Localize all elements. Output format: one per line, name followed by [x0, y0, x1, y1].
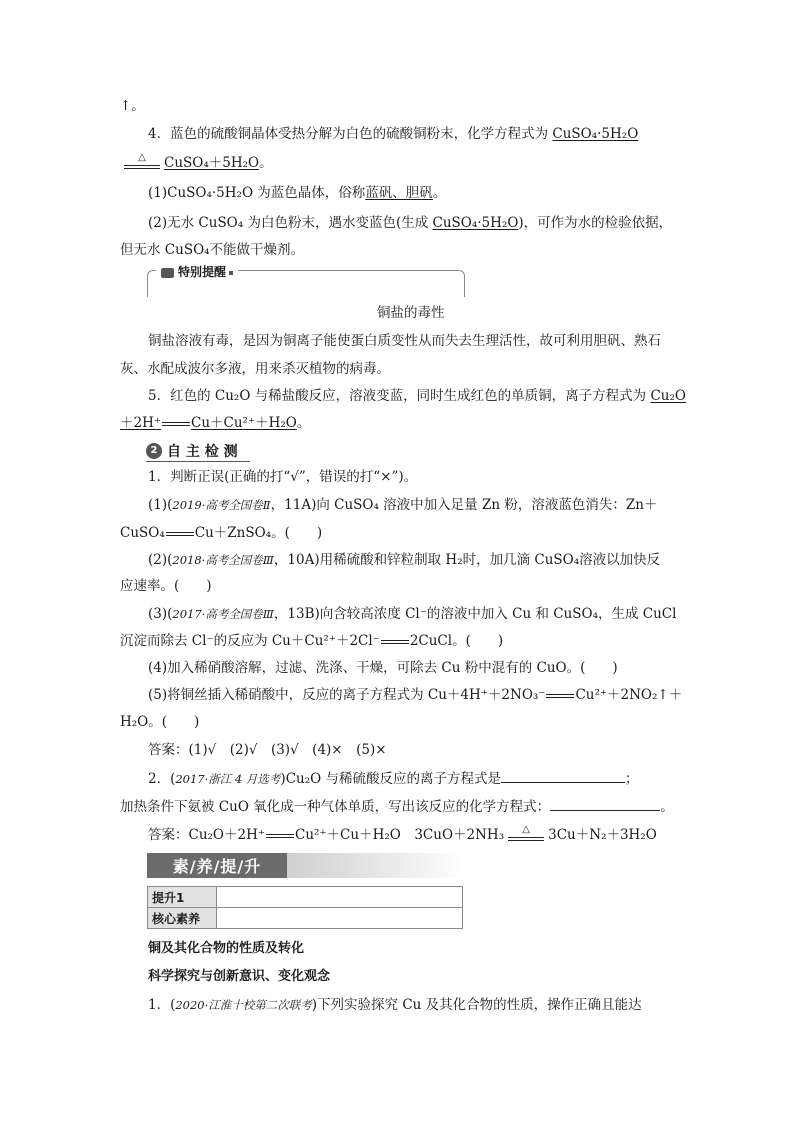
q1-a-cont [120, 523, 322, 543]
q1c-source: 2017·高考全国卷Ⅲ [172, 607, 274, 621]
equals-sign [162, 422, 190, 426]
q1b-text: ，10A)用稀硫酸和锌粒制取 H₂时，加几滴 CuSO₄溶液以加快反 [273, 552, 661, 568]
q2-line2-text: 加热条件下氨被 CuO 氧化成一种气体单质，写出该反应的化学方程式： [120, 799, 551, 815]
p1-answer: 蓝矾、胆矾 [365, 185, 433, 201]
q1a-open: (1)( [148, 497, 173, 513]
equals-sign [381, 640, 409, 644]
table-key-1: 提升1 [148, 887, 217, 908]
answer-blank-2[interactable] [550, 796, 660, 811]
item5-u1: Cu₂O [650, 388, 686, 404]
sq-source: 2020·江淮十校第二次联考 [175, 998, 312, 1012]
dot-icon [229, 271, 233, 275]
q2-answer [148, 825, 657, 845]
item4-line1 [148, 124, 638, 144]
q1a-text: ，11A)向 CuSO₄ 溶液中加入足量 Zn 粉，溶液蓝色消失：Zn＋ [270, 497, 658, 513]
q2-source: 2017·浙江 4 月选考 [175, 772, 281, 786]
section-question-1 [148, 995, 642, 1015]
banner-fade [287, 853, 463, 878]
q1-e-cont: H₂O。( ) [120, 714, 200, 730]
q1-b-cont: 应速率。( ) [120, 578, 212, 594]
q1c-cont-a: 沉淀而除去 Cl⁻的反应为 Cu＋Cu²⁺＋2Cl⁻ [120, 633, 380, 649]
q1b-source: 2018·高考全国卷Ⅲ [172, 553, 274, 567]
q1c-open: (3)( [148, 606, 173, 622]
p2-text: (2)无水 CuSO₄ 为白色粉末，遇水变蓝色(生成 [148, 215, 433, 231]
item5-end: 。 [296, 415, 311, 431]
item4-point2-cont: 但无水 CuSO₄不能做干燥剂。 [120, 242, 305, 258]
table-key-2: 核心素养 [148, 908, 217, 929]
q1e-text-b: Cu²⁺＋2NO₂↑＋ [575, 687, 683, 703]
equals-sign [546, 694, 574, 698]
section-banner-title: 素/养/提/升 [147, 853, 287, 878]
q1e-text-a: (5)将铜丝插入稀硝酸中，反应的离子方程式为 Cu＋4H⁺＋2NO₃⁻ [148, 687, 546, 703]
heating-condition-sign: △ [124, 156, 160, 172]
note-title: 铜盐的毒性 [377, 305, 445, 321]
table-row [148, 908, 463, 929]
item5-line1 [148, 386, 686, 406]
item5-line2 [120, 413, 310, 433]
q1a-cont-b: Cu＋ZnSO₄。( ) [194, 525, 323, 541]
item4-eq-left: CuSO₄·5H₂O [552, 126, 639, 142]
p2-text-b: )，可作为水的检验依据， [518, 215, 673, 231]
section-table [147, 886, 463, 929]
self-test-label: 自 主 检 测 [167, 444, 238, 460]
item5-u2a: ＋2H⁺ [120, 415, 161, 431]
note-body-2: 灰、水配成波尔多液，用来杀灭植物的病毒。 [120, 361, 390, 377]
q1a-source: 2019·高考全国卷Ⅱ [172, 498, 271, 512]
q1c-cont-b: 2CuCl。( ) [409, 633, 504, 649]
table-value-2 [217, 908, 463, 929]
p1-end: 。 [432, 185, 447, 201]
item5-u2b: Cu＋Cu²⁺＋H₂O [191, 415, 297, 431]
item4-equation-line [120, 153, 273, 173]
q2-line2-end: 。 [660, 799, 674, 815]
number-circle-icon: 2 [146, 443, 162, 459]
self-test-heading [146, 441, 238, 461]
q2-text: )Cu₂O 与稀硫酸反应的离子方程式是 [280, 771, 501, 787]
note-icon [161, 268, 174, 278]
q2-ans-a: 答案：Cu₂O＋2H⁺ [148, 827, 265, 843]
heading-underline [146, 461, 250, 462]
table-value-1 [217, 887, 463, 908]
q1-e [148, 685, 682, 705]
q1c-text: ，13B)向含较高浓度 Cl⁻的溶液中加入 Cu 和 CuSO₄，生成 CuCl [273, 606, 677, 622]
item4-eq-right: CuSO₄＋5H₂O [164, 155, 260, 171]
q1-c [148, 604, 676, 624]
equals-sign [266, 834, 294, 838]
note-body-1: 铜盐溶液有毒，是因为铜离子能使蛋白质变性从而失去生理活性，故可利用胆矾、熟石 [148, 333, 661, 349]
answer-blank-1[interactable] [501, 768, 625, 783]
item4-text: 4．蓝色的硫酸铜晶体受热分解为白色的硫酸铜粉末，化学方程式为 [148, 126, 553, 142]
item4-end: 。 [259, 155, 273, 171]
section-banner [147, 853, 463, 878]
section-topic: 铜及其化合物的性质及转化 [148, 941, 305, 956]
note-tag-label: 特别提醒 [178, 265, 227, 279]
q2-line2 [120, 796, 674, 817]
equals-sign [166, 532, 194, 536]
section-literacy: 科学探究与创新意识、变化观念 [148, 969, 331, 984]
q1-c-cont [120, 631, 503, 651]
q2-line1 [148, 768, 638, 789]
item5-text: 5．红色的 Cu₂O 与稀盐酸反应，溶液变蓝，同时生成红色的单质铜，离子方程式为 [148, 388, 651, 404]
q2-ans-b: Cu²⁺＋Cu＋H₂O 3CuO＋2NH₃ [295, 827, 505, 843]
q1b-open: (2)( [148, 552, 173, 568]
q1-d: (4)加入稀硝酸溶解，过滤、洗涤、干燥，可除去 Cu 粉中混有的 CuO。( ) [148, 660, 618, 676]
table-row [148, 887, 463, 908]
item4-point1 [148, 183, 446, 203]
sq-open: 1．( [148, 997, 176, 1013]
q2-end: ； [624, 771, 639, 787]
q1-a [148, 495, 657, 515]
heating-condition-sign: △ [508, 828, 544, 844]
q1a-cont-a: CuSO₄ [120, 525, 165, 541]
continuation-fragment: ↑。 [120, 98, 145, 114]
sq-text: )下列实验探究 Cu 及其化合物的性质，操作正确且能达 [311, 997, 642, 1013]
note-tag [156, 263, 238, 280]
item4-point2 [148, 213, 672, 233]
q1-b [148, 550, 660, 570]
q1-stem: 1．判断正误(正确的打“√”，错误的打“×”)。 [148, 469, 418, 485]
q2-ans-c: 3Cu＋N₂＋3H₂O [548, 827, 657, 843]
q2-open: 2．( [148, 771, 176, 787]
p1-text: (1)CuSO₄·5H₂O 为蓝色晶体，俗称 [148, 185, 366, 201]
p2-answer: CuSO₄·5H₂O [432, 215, 519, 231]
q1-answer: 答案：(1)√ (2)√ (3)√ (4)× (5)× [148, 742, 387, 758]
